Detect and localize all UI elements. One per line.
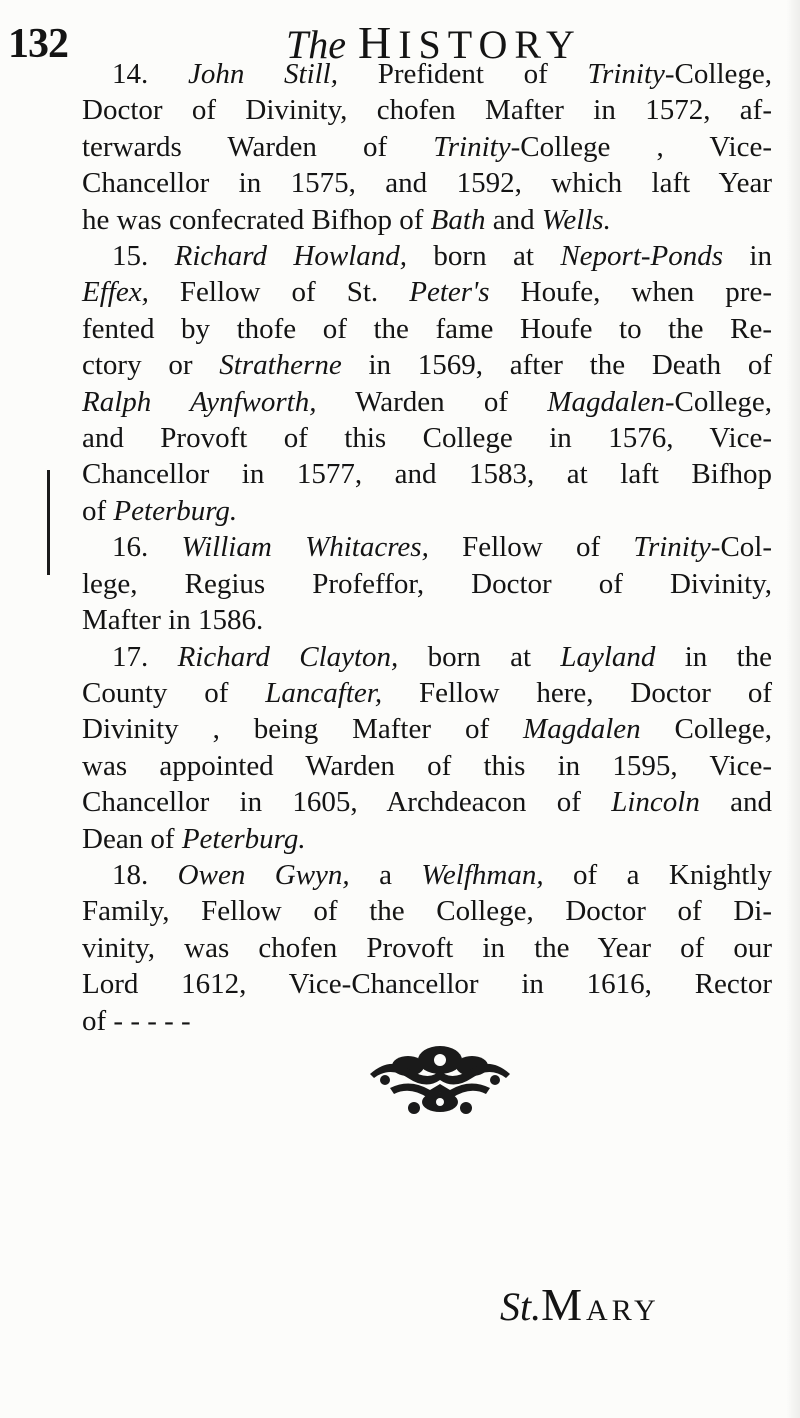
- text-run: Dean of: [82, 822, 182, 855]
- catchword: [500, 1278, 660, 1331]
- text-run: Chancellor in 1575, and 1592, which laft Year: [82, 167, 772, 200]
- entry-17: [52, 639, 772, 857]
- text-line: [52, 202, 772, 238]
- italic-run: John Still,: [187, 58, 338, 90]
- entry-15: [52, 238, 772, 529]
- text-line: [52, 748, 772, 784]
- text-run: 17.: [112, 640, 178, 673]
- running-head-initial: H: [358, 17, 399, 68]
- entry-18: [52, 857, 772, 1039]
- text-run: 18.: [112, 858, 178, 891]
- text-run: in the: [655, 640, 772, 673]
- text-run: in: [723, 240, 772, 273]
- catchword-rest: ARY: [586, 1294, 660, 1327]
- text-line: [52, 493, 772, 529]
- text-run: of - - - - -: [82, 1004, 191, 1037]
- italic-run: Peterburg.: [181, 822, 306, 855]
- italic-run: Bath: [430, 203, 486, 236]
- italic-run: Trinity: [633, 531, 711, 564]
- text-run: vinity, was chofen Provoft in the Year of our: [82, 931, 772, 964]
- italic-run: Owen Gwyn,: [177, 858, 350, 891]
- text-run: lege, Regius Profeffor, Doctor of Divinity,: [82, 567, 772, 600]
- text-run: -College,: [664, 385, 772, 418]
- text-run: Fellow here, Doctor of: [382, 676, 772, 709]
- italic-run: William Whitacres,: [181, 531, 429, 564]
- entry-14: [52, 56, 772, 238]
- text-line: [52, 602, 772, 638]
- italic-run: Peterburg.: [113, 494, 238, 527]
- printers-ornament-icon: [330, 1030, 550, 1120]
- text-line: [52, 529, 772, 565]
- text-line: [52, 238, 772, 274]
- text-line: [52, 784, 772, 820]
- text-run: of a Knightly: [543, 858, 772, 891]
- text-run: -College,: [664, 58, 772, 90]
- italic-run: Magdalen: [523, 713, 641, 746]
- text-run: Fellow of St.: [148, 276, 410, 309]
- text-run: Mafter in 1586.: [82, 604, 264, 637]
- catchword-st: St.: [500, 1284, 542, 1329]
- text-run: 14.: [112, 58, 188, 90]
- catchword-initial: M: [541, 1279, 587, 1330]
- italic-run: Magdalen: [547, 385, 665, 418]
- text-run: Warden of: [316, 385, 548, 418]
- text-line: [52, 639, 772, 675]
- text-line: [52, 311, 772, 347]
- text-run: -Col-: [710, 531, 772, 564]
- text-run: 16.: [112, 531, 182, 564]
- text-run: born at: [398, 640, 561, 673]
- text-line: [52, 893, 772, 929]
- page-number: 132: [8, 21, 68, 67]
- text-run: fented by thofe of the fame Houfe to the Re-: [82, 312, 772, 345]
- italic-run: Stratherne: [219, 349, 342, 382]
- italic-run: Ralph Aynfworth,: [82, 385, 317, 418]
- italic-run: Effex,: [82, 276, 149, 309]
- italic-run: Wells.: [541, 203, 611, 236]
- text-line: [52, 347, 772, 383]
- text-line: [52, 821, 772, 857]
- text-run: 15.: [112, 240, 175, 273]
- text-line: [52, 566, 772, 602]
- text-run: and: [699, 786, 773, 819]
- margin-bracket-mark: [47, 470, 50, 575]
- text-run: he was confecrated Bifhop of: [82, 203, 431, 236]
- text-line: [52, 711, 772, 747]
- text-line: [52, 92, 772, 128]
- text-run: Lord 1612, Vice-Chancellor in 1616, Rector: [82, 968, 772, 1001]
- italic-run: Richard Howland,: [174, 240, 408, 273]
- text-run: College,: [640, 713, 772, 746]
- text-run: County of: [82, 676, 266, 709]
- text-run: Prefident of: [338, 58, 588, 90]
- text-line: [52, 165, 772, 201]
- text-line: [52, 274, 772, 310]
- entry-16: [52, 529, 772, 638]
- text-line: [52, 930, 772, 966]
- text-run: and Provoft of this College in 1576, Vice-: [82, 422, 772, 455]
- text-run: Divinity , being Mafter of: [82, 713, 524, 746]
- text-run: -College , Vice-: [510, 130, 772, 163]
- body-text: [52, 56, 772, 1039]
- text-line: [52, 966, 772, 1002]
- text-line: [52, 456, 772, 492]
- running-head-the: The: [286, 22, 346, 67]
- text-run: terwards Warden of: [82, 130, 434, 163]
- text-line: [52, 56, 772, 92]
- italic-run: Welfhman,: [421, 858, 544, 891]
- text-run: and: [485, 203, 542, 236]
- text-run: Chancellor in 1577, and 1583, at laft Bifhop: [82, 458, 772, 491]
- text-line: [52, 857, 772, 893]
- italic-run: Layland: [560, 640, 656, 673]
- text-run: was appointed Warden of this in 1595, Vice-: [82, 749, 772, 782]
- page-edge-shadow: [786, 0, 800, 1418]
- running-head-rest: ISTORY: [398, 22, 582, 67]
- text-run: Chancellor in 1605, Archdeacon of: [82, 786, 612, 819]
- text-run: born at: [407, 240, 561, 273]
- text-line: [52, 675, 772, 711]
- text-run: Doctor of Divinity, chofen Mafter in 1572, af-: [82, 94, 772, 127]
- italic-run: Neport-Ponds: [560, 240, 724, 273]
- text-line: [52, 420, 772, 456]
- text-run: Family, Fellow of the College, Doctor of Di-: [82, 895, 772, 928]
- italic-run: Lincoln: [611, 786, 700, 819]
- text-run: Houfe, when pre-: [489, 276, 772, 309]
- italic-run: Trinity: [433, 130, 511, 163]
- text-run: of: [82, 494, 114, 527]
- text-run: Fellow of: [428, 531, 634, 564]
- italic-run: Lancafter,: [265, 676, 383, 709]
- italic-run: Richard Clayton,: [177, 640, 399, 673]
- italic-run: Trinity: [587, 58, 665, 90]
- text-line: [52, 129, 772, 165]
- text-run: a: [349, 858, 422, 891]
- italic-run: Peter's: [409, 276, 490, 309]
- text-line: [52, 384, 772, 420]
- text-run: ctory or: [82, 349, 220, 382]
- text-run: in 1569, after the Death of: [341, 349, 772, 382]
